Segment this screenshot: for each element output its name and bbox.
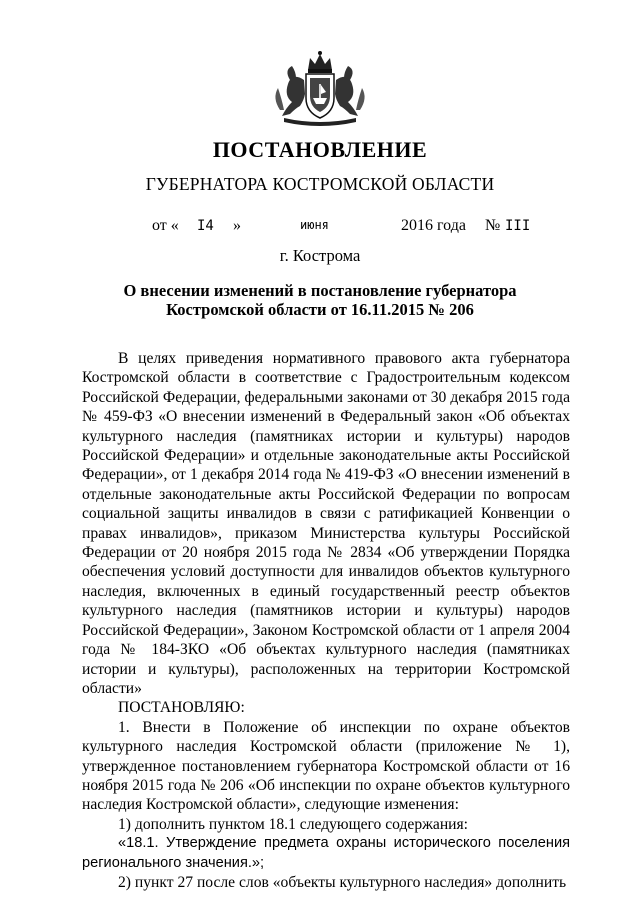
document-number: III xyxy=(505,218,531,234)
date-line xyxy=(0,217,640,241)
document-body xyxy=(82,349,570,892)
subitem-1-paragraph: 1) дополнить пунктом 18.1 следующего содержания: xyxy=(118,815,469,833)
date-year: 2016 года xyxy=(401,217,466,234)
date-day: I4 xyxy=(197,218,214,234)
resolve-keyword: ПОСТАНОВЛЯЮ: xyxy=(118,699,245,717)
document-heading xyxy=(0,281,640,319)
document-title: ПОСТАНОВЛЕНИЕ xyxy=(212,137,428,162)
city-line: г. Кострома xyxy=(279,246,361,265)
preamble-paragraph: В целях приведения нормативного правового акта губернатора Костромской области в соответствие с Градостроительным кодексом Российской Федерации, федеральными законами от 30 декабря 2015 года № 459-ФЗ «О внесении изменений в Федеральный закон «Об объектах культурного наследия (памятниках истории и культуры) народов Российской Федерации» и отдельные законодательные акты Российской Федерации», от 1 декабря 2014 года № 419-ФЗ «О внесении изменений в отдельные законодательные акты Российской Федерации по вопросам социальной защиты инвалидов в связи с ратификацией Конвенции о правах инвалидов», приказом Министерства культуры Российской Федерации от 20 ноября 2015 года № 2834 «Об утверждении Порядка обеспечения условий доступности для инвалидов объектов культурного наследия, включенных в единый государственный реестр объектов культурного наследия (памятников истории и культуры) народов Российской Федерации», Законом Костромской области от 1 апреля 2004 года № 184-ЗКО «Об объектах культурного наследия (памятниках истории и культуры), расположенных на территории Костромской области» xyxy=(82,350,570,697)
issuer-line: ГУБЕРНАТОРА КОСТРОМСКОЙ ОБЛАСТИ xyxy=(145,174,495,194)
heading-line-2: Костромской области от 16.11.2015 № 206 xyxy=(166,300,474,319)
coat-of-arms-emblem xyxy=(270,50,370,126)
heading-line-1: О внесении изменений в постановление губернатора xyxy=(123,281,517,300)
date-prefix: от « xyxy=(152,217,179,234)
date-close-quote: » xyxy=(233,217,241,234)
date-month: июня xyxy=(300,218,329,232)
item-1-paragraph: 1. Внести в Положение об инспекции по охране объектов культурного наследия Костромской области (приложение № 1), утвержденное постановлением губернатора Костромской области от 16 ноября 2015 года № 206 «Об инспекции по охране объектов культурного наследия Костромской области», следующие изменения: xyxy=(82,718,570,814)
number-sign: № xyxy=(485,217,501,234)
subitem-2-paragraph: 2) пункт 27 после слов «объекты культурного наследия» дополнить xyxy=(118,873,567,891)
quoted-item-paragraph: «18.1. Утверждение предмета охраны исторического поселения регионального значения.»; xyxy=(82,835,570,871)
